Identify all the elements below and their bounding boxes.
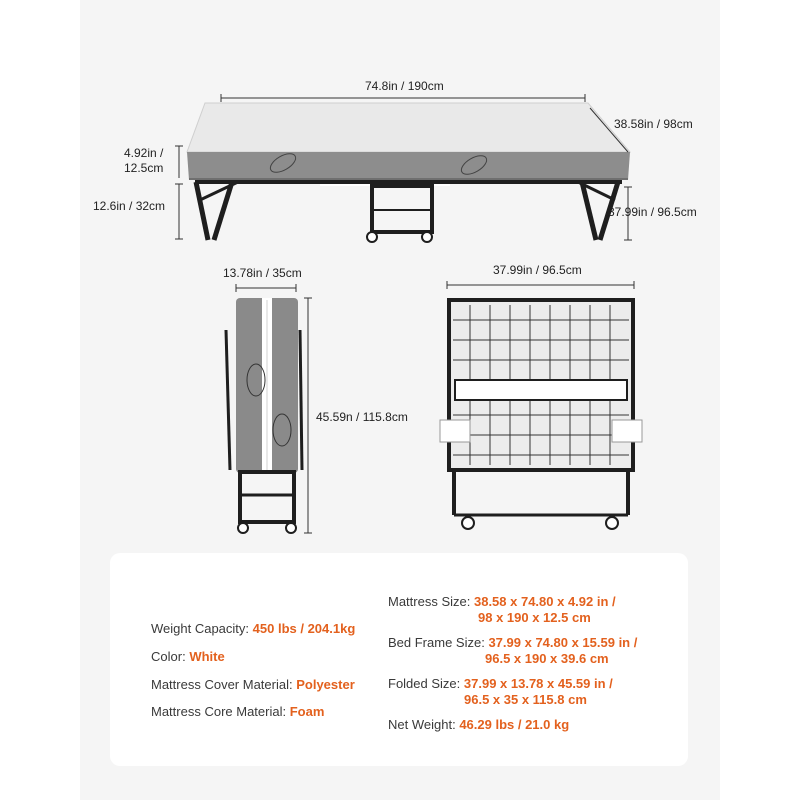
- core-material-spec: Mattress Core Material: Foam: [151, 704, 325, 719]
- cover-material-spec: Mattress Cover Material: Polyester: [151, 677, 355, 692]
- net-weight-spec: Net Weight: 46.29 lbs / 21.0 kg: [388, 717, 570, 732]
- folded-size-spec: Folded Size: 37.99 x 13.78 x 45.59 in /: [388, 676, 613, 691]
- mattress-thickness-dimension-line2: 12.5cm: [124, 161, 164, 175]
- specifications-card: [110, 553, 688, 766]
- leg-width-dimension: 37.99in / 96.5cm: [608, 205, 697, 219]
- mattress-thickness-dimension-line1: 4.92in /: [124, 146, 164, 160]
- weight-capacity-value: 450 lbs / 204.1kg: [252, 621, 356, 636]
- color-spec: Color: White: [151, 649, 225, 664]
- length-dimension: 74.8in / 190cm: [365, 79, 444, 93]
- color-value: White: [189, 649, 225, 664]
- folded-side-image: [226, 284, 312, 533]
- width-dimension: 38.58in / 98cm: [614, 117, 693, 131]
- mattress-size-value-line1: 38.58 x 74.80 x 4.92 in /: [473, 594, 616, 609]
- frame-size-spec: Bed Frame Size: 37.99 x 74.80 x 15.59 in /: [388, 635, 638, 650]
- weight-capacity-spec: Weight Capacity: 450 lbs / 204.1kg: [151, 621, 356, 636]
- net-weight-value: 46.29 lbs / 21.0 kg: [459, 717, 570, 732]
- folded-height-dimension: 45.59n / 115.8cm: [316, 410, 408, 424]
- frame-size-value-line2: 96.5 x 190 x 39.6 cm: [485, 651, 609, 666]
- folded-width-dimension: 37.99in / 96.5cm: [493, 263, 582, 277]
- folded-depth-dimension: 13.78in / 35cm: [223, 266, 302, 280]
- cover-material-value: Polyester: [296, 677, 355, 692]
- core-material-value: Foam: [289, 704, 325, 719]
- frame-height-dimension: 12.6in / 32cm: [93, 199, 166, 213]
- mattress-size-value-line2: 98 x 190 x 12.5 cm: [478, 610, 591, 625]
- folded-size-value-line1: 37.99 x 13.78 x 45.59 in /: [463, 676, 613, 691]
- mattress-size-spec: Mattress Size: 38.58 x 74.80 x 4.92 in /: [388, 594, 616, 609]
- folded-size-value-line2: 96.5 x 35 x 115.8 cm: [464, 692, 587, 707]
- unfolded-bed-image: [175, 94, 632, 242]
- folded-front-image: [440, 281, 642, 529]
- frame-size-value-line1: 37.99 x 74.80 x 15.59 in /: [488, 635, 638, 650]
